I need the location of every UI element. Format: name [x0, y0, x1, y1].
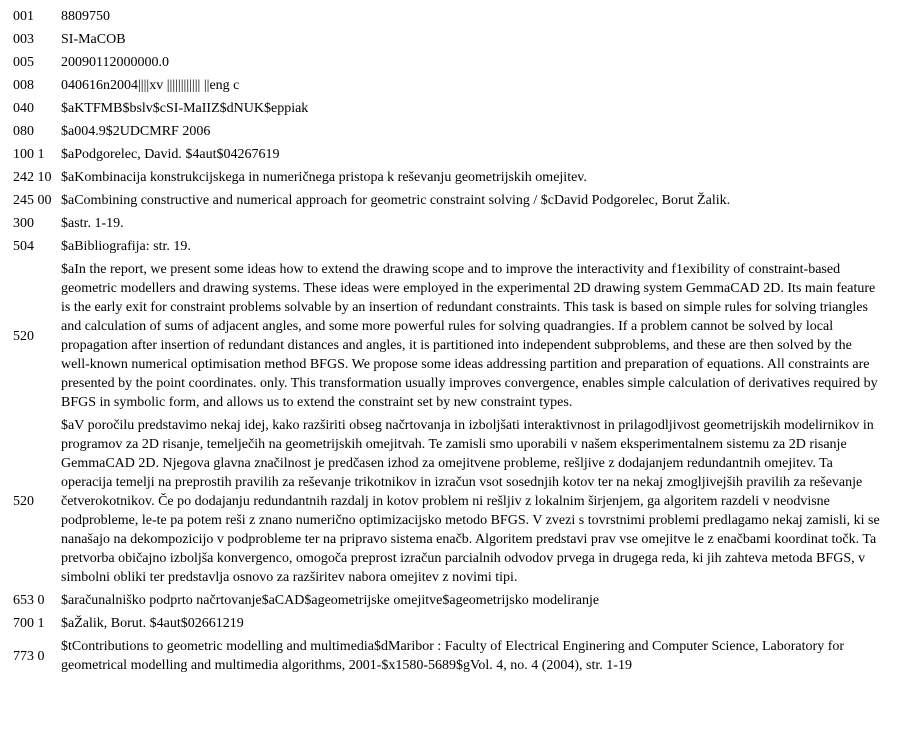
marc-tag: 700 1 [13, 616, 45, 631]
marc-tag: 001 [13, 9, 34, 24]
marc-field-row [0, 51, 890, 74]
marc-value: SI-MaCOB [61, 32, 126, 47]
marc-value: 8809750 [61, 9, 110, 24]
marc-tag: 300 [13, 216, 34, 231]
marc-record-table [0, 5, 890, 677]
marc-tag: 773 0 [13, 648, 45, 664]
marc-tag: 520 [13, 328, 34, 344]
marc-value: $tContributions to geometric modelling and multimedia$dMaribor : Faculty of Electrical Enginering and Computer Science, Laboratory for geometrical modelling and multimedia algorithms, 2001-$x1580-5689$gVol. 4, no. 4 (2004), str. 1-19 [61, 639, 845, 673]
marc-field-row [0, 635, 890, 677]
marc-value: $aV poročilu predstavimo nekaj idej, kako razširiti obseg načrtovanja in izboljšati interaktivnost in prilagodljivost geometrijskih modelirnikov in programov za 2D risanje, temelječih na geometrijskih omejitvah. Te zamisli smo uporabili v našem eksperimentalnem sistemu za 2D risanje GemmaCAD 2D. Njegova glavna značilnost je predčasen izhod za omejitvene probleme, rešljive z dodajanjem redundantnih omejitev. Ta operacija temelji na preprostih pravilih za reševanje trikotnikov in izračun vsot sosednjih kotov ter na nekaj zmogljivejših pravilih za reševanje četverokotnikov. Če po dodajanju redundantnih razdalj in kotov problem ni rešljiv z lokalnim širjenjem, ga algoritem razdeli v neodvisne podprobleme, le-te pa potem reši z znano numerično optimizacijsko metodo BFGS. V zvezi s tovrstnimi problemi predlagamo nekaj zamisli, ki se nanašajo na dekompozicijo v podprobleme ter na pripravo sistema enačb. Algoritem predstavi prav vse omejitve le z enačbami koordinat točk. Ta pretvorba običajno izboljša konvergenco, omogoča preprost izračun parcialnih odvodov prvega in drugega reda, ki jih zahteva metoda BFGS, v simbolni obliki ter predstavlja osnovo za razširitev nabora omejitev z novimi tipi. [61, 418, 880, 585]
marc-value: $aBibliografija: str. 19. [61, 239, 191, 254]
marc-value: $aPodgorelec, David. $4aut$04267619 [61, 147, 280, 162]
marc-tag: 520 [13, 494, 34, 509]
marc-tag: 242 10 [13, 170, 52, 185]
marc-tag: 245 00 [13, 193, 52, 208]
marc-field-row [0, 28, 890, 51]
marc-field-row [0, 258, 890, 414]
marc-tag: 008 [13, 78, 34, 93]
marc-field-row [0, 120, 890, 143]
marc-field-row [0, 189, 890, 212]
marc-tag: 040 [13, 101, 34, 116]
marc-value: $aračunalniško podprto načrtovanje$aCAD$ageometrijske omejitve$ageometrijsko modeliranje [61, 593, 600, 608]
marc-tag: 504 [13, 239, 34, 254]
marc-field-row [0, 166, 890, 189]
marc-field-row [0, 212, 890, 235]
marc-value: 040616n2004||||xv |||||||||||| ||eng c [61, 78, 240, 93]
marc-field-row [0, 414, 890, 589]
marc-value: $aKombinacija konstrukcijskega in numeričnega pristopa k reševanju geometrijskih omejitev. [61, 170, 587, 185]
marc-tag: 003 [13, 32, 34, 47]
marc-field-row [0, 589, 890, 612]
marc-value: $astr. 1-19. [61, 216, 124, 231]
marc-field-row [0, 235, 890, 258]
marc-tag: 653 0 [13, 593, 45, 608]
marc-field-row [0, 5, 890, 28]
marc-field-row [0, 97, 890, 120]
marc-value: $aCombining constructive and numerical approach for geometric constraint solving / $cDavid Podgorelec, Borut Žalik. [61, 193, 731, 208]
marc-value: $aIn the report, we present some ideas how to extend the drawing scope and to improve the interactivity and f1exibility of constraint-based geometric modellers and drawing systems. These ideas were employed in the experimental 2D drawing system GemmaCAD 2D. Its main feature is the early exit for constraint problems solvable by an insertion of redundant constraints. This task is based on simple rules for solving triangles and calculation of sums of adjacent angles, and some more powerful rules for solving quadrangies. If a problem cannot be solved by local propagation after insertion of redundant distances and angles, it is partitioned into independent subproblems, and these are then solved by the well-known numerical optimisation method BFGS. We propose some ideas addressing partition and preparation of equations. All constraints are presented by the point coordinates. only. This transformation usually improves convergence, enables simple calculation of derivatives required by BFGS in symbolic form, and allows us to extend the constraint set by new constraint types. [61, 262, 878, 410]
marc-field-row [0, 612, 890, 635]
marc-value: $a004.9$2UDCMRF 2006 [61, 124, 211, 139]
marc-value: 20090112000000.0 [61, 55, 169, 70]
marc-value: $aŽalik, Borut. $4aut$02661219 [61, 616, 244, 631]
marc-tag: 100 1 [13, 147, 45, 162]
marc-field-row [0, 74, 890, 97]
marc-tag: 080 [13, 124, 34, 139]
marc-field-row [0, 143, 890, 166]
marc-value: $aKTFMB$bslv$cSI-MaIIZ$dNUK$eppiak [61, 101, 309, 116]
marc-tag: 005 [13, 55, 34, 70]
